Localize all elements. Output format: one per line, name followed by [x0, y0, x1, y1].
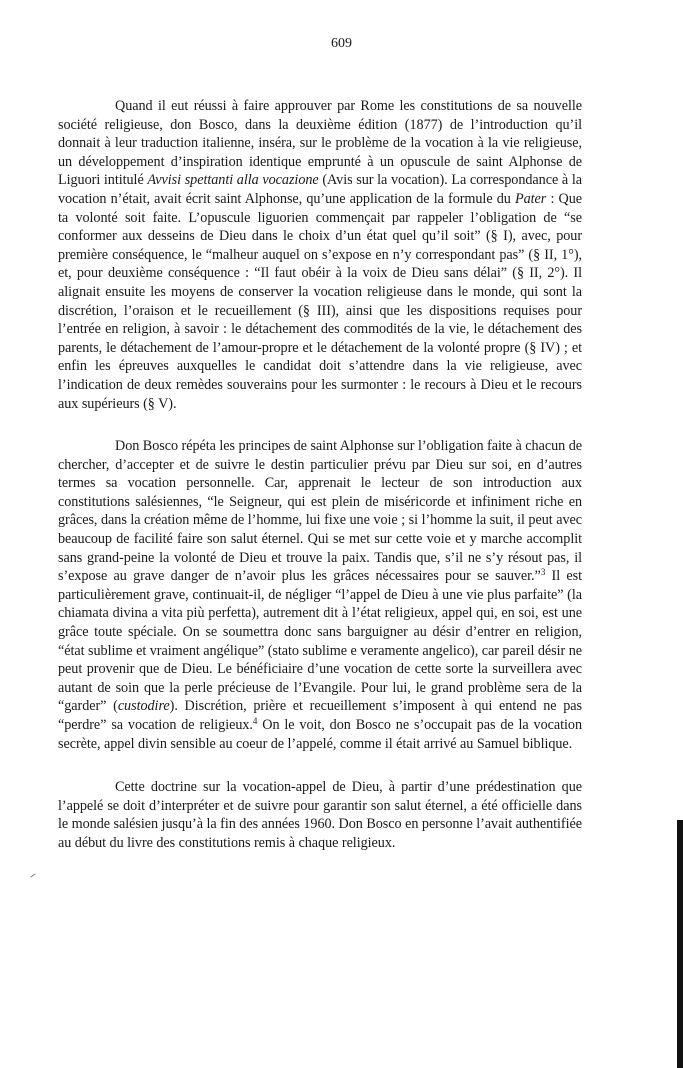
footnote-ref-4[interactable]: 4	[252, 716, 258, 726]
paragraph-2	[58, 437, 582, 753]
italic-title-avvisi: Avvisi spettanti alla vocazione	[147, 172, 319, 189]
text-run: : Que ta volonté soit faite. L’opuscule liguorien commençait par rappeler l’obligation de “se conformer aux desseins de Dieu dans le choix d’un état quel qu’il soit” (§ I), avec, pour première conséquence, le “malheur auquel on s’expose en n’y correspondant pas” (§ II, 1°), et, pour deuxième conséquence : “Il faut obéir à la voix de Dieu sans délai” (§ II, 2°). Il alignait ensuite les moyens de conserver la vocation religieuse dans le monde, qui sont la discrétion, l’oraison et le recueillement (§ III), ainsi que les dispositions requises pour l’entrée en religion, à savoir : le détachement des commodités de la vie, le détachement des parents, le détachement de l’amour-propre et le détachement de la volonté propre (§ IV) ; et enfin les épreuves auxquelles le candidat doit s’attendre dans la vie religieuse, avec l’indication de deux remèdes souverains pour les surmonter : le recours à Dieu et le recours aux supérieurs (§ V).	[58, 190, 582, 412]
paragraph-1	[58, 97, 582, 413]
body-text	[58, 97, 582, 853]
scan-edge-shadow	[677, 820, 683, 1068]
text-run: Cette doctrine sur la vocation-appel de Dieu, à partir d’une prédestination que l’appelé se doit d’interpréter et de suivre pour garantir son salut éternel, a été officielle dans le monde salésien jusqu’à la fin des années 1960. Don Bosco en personne l’avait authentifiée au début du livre des constitutions remis à chaque religieux.	[58, 779, 582, 851]
footnote-ref-3[interactable]: 3	[540, 567, 546, 578]
italic-custodire: custodire	[117, 698, 170, 715]
text-run: (Avis sur la vocation). La correspondance à la vocation n’était, avait écrit saint Alphonse, qu’une application de la formule du	[58, 172, 582, 207]
paragraph-3	[58, 778, 582, 852]
text-run: Il est particulièrement grave, continuait-il, de négliger “l’appel de Dieu à une vie plus parfaite” (la chiamata divina a vita più perfetta), autrement dit à l’état religieux, appel qui, en soi, est une grâce toute spéciale. On se soumettra donc sans barguigner au désir d’entrer en religion, “état sublime et vraiment angélique” (stato sublime e veramente angelico), car pareil désir ne peut provenir que de Dieu. Le bénéficiaire d’une vocation de cette sorte la surveillera avec autant de soin que la perle précieuse de l’Evangile. Pour lui, le grand problème sera de la “garder” (	[58, 568, 582, 715]
scan-speck	[30, 873, 35, 877]
text-run: Quand il eut réussi à faire approuver par Rome les constitutions de sa nouvelle société religieuse, don Bosco, dans la deuxième édition (1877) de l’introduction qu’il donnait à leur traduction italienne, inséra, sur le problème de la vocation à la vie religieuse, un développement d’inspiration identique emprunté à un opuscule de saint Alphonse de Liguori intitulé	[58, 98, 582, 189]
text-run: On le voit, don Bosco ne s’occupait pas de la vocation secrète, appel divin sensible au coeur de l’appelé, comme il était arrivé au Samuel biblique.	[58, 717, 582, 752]
text-run: ). Discrétion, prière et recueillement s’imposent à qui entend ne pas “perdre” sa vocation de religieux.	[58, 698, 582, 733]
text-run: Don Bosco répéta les principes de saint Alphonse sur l’obligation faite à chacun de chercher, d’accepter et de suivre le destin particulier prévu par Dieu sur soi, en d’autres termes sa vocation personnelle. Car, apprenait le lecteur de son introduction aux constitutions salésiennes, “le Seigneur, qui est plein de miséricorde et infiniment riche en grâces, dans la création même de l’homme, lui fixe une voie ; si l’homme la suit, il peut avec beaucoup de facilité faire son salut éternel. Qui se met sur cette voie et y marche accomplit sans grand-peine la volonté de Dieu et trouve la paix. Tandis que, s’il ne s’y résout pas, il s’expose au grave danger de n’avoir plus les grâces nécessaires pour se sauver.”	[58, 438, 582, 585]
italic-pater: Pater	[515, 190, 547, 207]
page-number: 609	[331, 36, 352, 51]
